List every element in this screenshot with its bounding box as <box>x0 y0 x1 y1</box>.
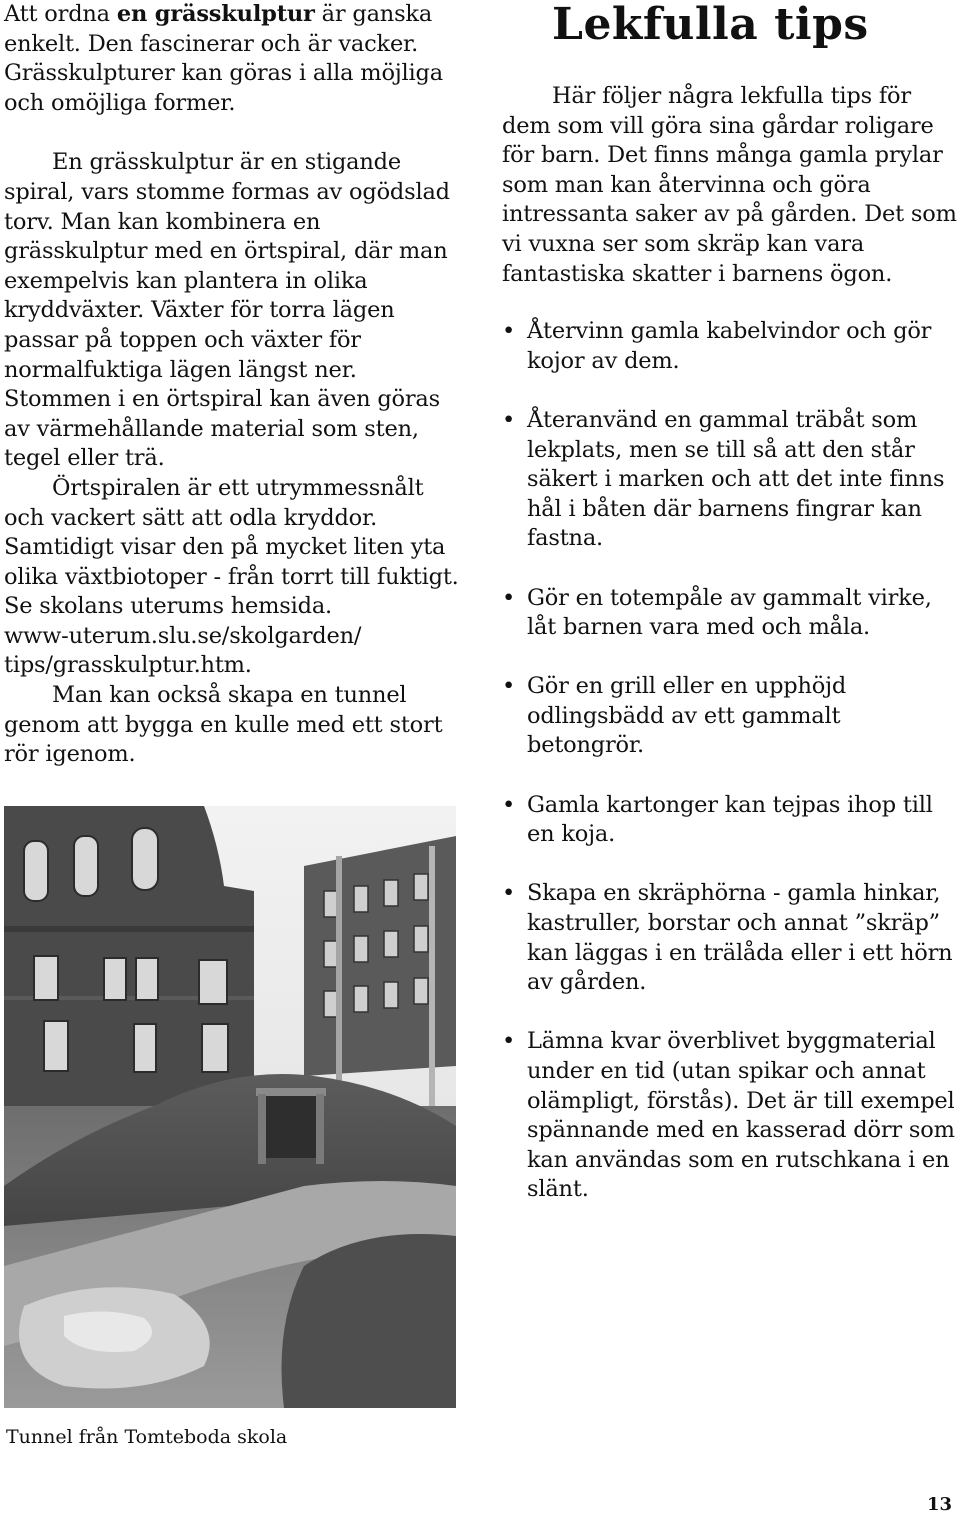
tunnel-photo <box>4 806 456 1408</box>
right-column <box>502 0 960 1235</box>
bullet-icon: • <box>502 1028 516 1055</box>
page-number: 13 <box>926 1494 952 1515</box>
list-item: • Återanvänd en gammal träbåt som lekplats, men se till så att den står säkert i marken och att det inte finns hål i båten där barnens fingrar kan fastna. <box>502 406 945 552</box>
list-item: • Skapa en skräphörna - gamla hinkar, kastruller, borstar och annat ”skräp” kan läggas i en trälåda eller i ett hörn av gården. <box>502 880 953 996</box>
tips-list <box>502 317 960 1205</box>
list-item: • Återvinn gamla kabelvindor och gör kojor av dem. <box>502 318 932 374</box>
bold-term: en grässkulptur <box>116 1 315 27</box>
url-line-2[interactable]: tips/grasskulptur.htm. <box>4 652 252 679</box>
paragraph-herb-spiral: Örtspiralen är ett utrymmessnålt och vackert sätt att odla kryddor. Samtidigt visar den på mycket liten yta olika växtbiotoper - från torrt till fuktigt. Se skolans uterums hemsida. <box>4 474 459 620</box>
list-item: • Lämna kvar överblivet byggmaterial under en tid (utan spikar och annat olämpligt, förstås). Det är till exempel spännande med en kasserad dörr som kan användas som en rutschkana i en slänt. <box>502 1028 955 1203</box>
paragraph-tunnel: Man kan också skapa en tunnel genom att bygga en kulle med ett stort rör igenom. <box>4 682 443 768</box>
bullet-icon: • <box>502 318 516 345</box>
list-item: • Gamla kartonger kan tejpas ihop till en koja. <box>502 791 933 848</box>
left-column <box>4 0 464 770</box>
bullet-icon: • <box>502 673 516 700</box>
paragraph-spiral: En grässkulptur är en stigande spiral, vars stomme formas av ogödslad torv. Man kan kombinera en grässkulptur med en örtspiral, där man exempelvis kan plantera in olika kryddväxter. Växter för torra lägen passar på toppen och växter för normalfuktiga lägen längst ner. Stommen i en örtspiral kan även göras av värmehållande material som sten, tegel eller trä. <box>4 149 450 472</box>
intro-paragraph: Här följer några lekfulla tips för dem som vill göra sina gårdar roligare för barn. Det finns många gamla prylar som man kan återvinna och göra intressanta saker av på gården. Det som vi vuxna ser som skräp kan vara fantastiska skatter i barnens ögon. <box>502 83 957 287</box>
bullet-icon: • <box>502 584 516 611</box>
bullet-icon: • <box>502 880 516 907</box>
photo-caption: Tunnel från Tomteboda skola <box>6 1426 288 1448</box>
list-item: • Gör en totempåle av gammalt virke, låt barnen vara med och måla. <box>502 584 932 641</box>
bullet-icon: • <box>502 406 516 433</box>
bullet-icon: • <box>502 791 516 818</box>
url-line-1[interactable]: www-uterum.slu.se/skolgarden/ <box>4 622 362 649</box>
section-heading: Lekfulla tips <box>552 0 869 50</box>
list-item: • Gör en grill eller en upphöjd odlingsbädd av ett gammalt betongrör. <box>502 673 847 759</box>
paragraph-grass-sculpture-intro: Att ordna en grässkulptur är ganska enkelt. Den fascinerar och är vacker. Grässkulpturer kan göras i alla möjliga och omöjliga former. <box>4 1 443 116</box>
